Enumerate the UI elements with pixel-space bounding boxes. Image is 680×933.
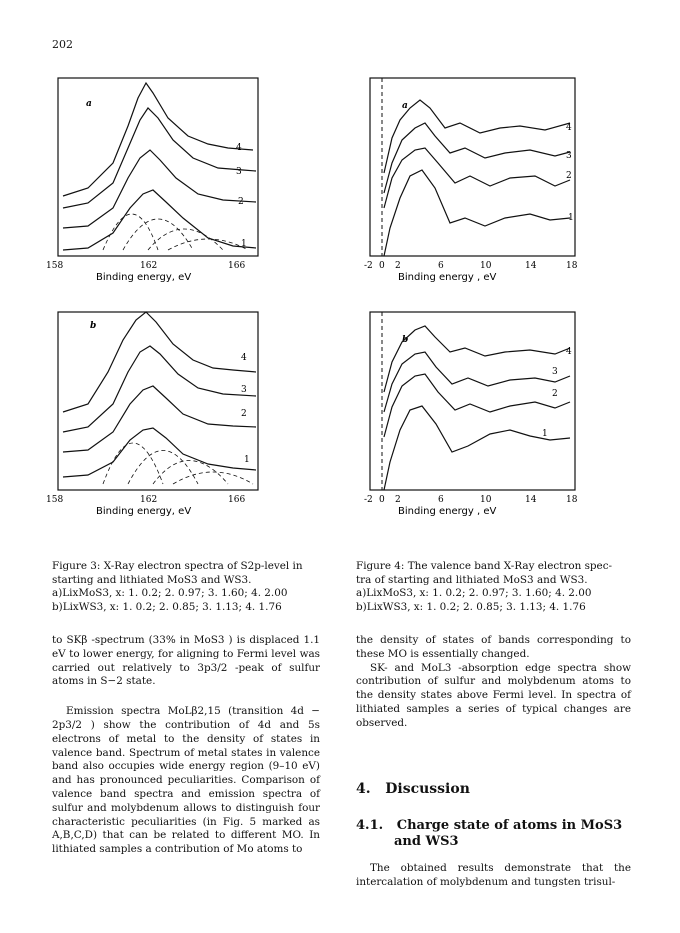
right-column-tail xyxy=(356,862,631,890)
svg-text:4: 4 xyxy=(241,353,247,363)
svg-text:Binding energy, eV: Binding energy, eV xyxy=(96,506,192,517)
figure4-panel-b xyxy=(364,312,590,522)
svg-text:3: 3 xyxy=(241,385,247,395)
subsection-heading: 4.1. Charge state of atoms in MoS3 and WS3 xyxy=(356,818,623,849)
svg-text:162: 162 xyxy=(140,495,158,505)
figure3-panel-a xyxy=(46,78,273,288)
svg-text:3: 3 xyxy=(552,367,558,377)
svg-text:3: 3 xyxy=(236,167,242,177)
svg-text:18: 18 xyxy=(566,261,578,271)
figure3-panel-b xyxy=(46,312,273,522)
svg-text:166: 166 xyxy=(228,495,246,505)
svg-text:2: 2 xyxy=(238,197,244,207)
paragraph: Emission spectra MoLβ2,15 (transition 4d − 2p3/2 ) show the contribution of 4d and 5s electrons of metal to the density of states in valence band. Spectrum of metal states in valence band also occupies wide energy region (9–10 eV) and has pronounced peculiarities. Comparison of valence band spectra and emission spectra of sulfur and molybdenum allows to distinguish four characteristic peculiarities (in Fig. 5 marked as A,B,C,D) that can be related to different MO. In lithiated samples a contribution of Mo atoms to xyxy=(52,705,320,856)
left-column xyxy=(52,634,320,857)
svg-text:10: 10 xyxy=(480,261,492,271)
paragraph: the density of states of bands corresponding to these MO is essentially changed. xyxy=(356,634,631,660)
svg-text:Binding energy , eV: Binding energy , eV xyxy=(398,506,497,517)
panel-letter: a xyxy=(86,99,92,109)
svg-text:2: 2 xyxy=(395,261,401,271)
svg-text:3: 3 xyxy=(566,151,572,161)
right-column xyxy=(356,634,631,731)
svg-text:Binding energy, eV: Binding energy, eV xyxy=(96,272,192,283)
svg-text:a: a xyxy=(402,101,408,111)
svg-text:1: 1 xyxy=(542,429,548,439)
svg-text:14: 14 xyxy=(525,495,537,505)
svg-text:2: 2 xyxy=(566,171,572,181)
svg-text:158: 158 xyxy=(46,261,64,271)
svg-text:2: 2 xyxy=(552,389,558,399)
page-number: 202 xyxy=(52,38,73,51)
svg-text:b: b xyxy=(90,321,97,331)
svg-text:0: 0 xyxy=(379,261,385,271)
svg-text:-2: -2 xyxy=(364,495,373,505)
svg-text:18: 18 xyxy=(566,495,578,505)
svg-text:4: 4 xyxy=(236,143,242,153)
svg-text:Binding energy , eV: Binding energy , eV xyxy=(398,272,497,283)
svg-text:1: 1 xyxy=(244,455,250,465)
paragraph: SK- and MoL3 -absorption edge spectra show contribution of sulfur and molybdenum atoms to the density states above Fermi level. In spectra of lithiated samples a series of typical changes are observed. xyxy=(356,661,631,729)
svg-text:166: 166 xyxy=(228,261,246,271)
paragraph: to SKβ -spectrum (33% in MoS3 ) is displaced 1.1 eV to lower energy, for aligning to Fermi level was carried out relatively to 3p3/2 -peak of sulfur atoms in S−2 state. xyxy=(52,634,320,688)
svg-text:6: 6 xyxy=(438,261,444,271)
svg-text:6: 6 xyxy=(438,495,444,505)
svg-text:1: 1 xyxy=(568,213,574,223)
svg-text:0: 0 xyxy=(379,495,385,505)
section-heading: 4. Discussion xyxy=(356,781,470,797)
figure4-caption: Figure 4: The valence band X-Ray electron spec- tra of starting and lithiated MoS3 and WS3. a)LixMoS3, x: 1. 0.2; 2. 0.97; 3. 1.60; 4. 2.00 b)LixWS3, x: 1. 0.2; 2. 0.85; 3. 1.13; 4. 1.76 xyxy=(356,560,613,613)
svg-text:b: b xyxy=(402,335,409,345)
svg-text:-2: -2 xyxy=(364,261,373,271)
svg-text:4: 4 xyxy=(566,347,572,357)
svg-text:158: 158 xyxy=(46,495,64,505)
svg-text:2: 2 xyxy=(241,409,247,419)
paragraph: The obtained results demonstrate that the intercalation of molybdenum and tungsten trisul- xyxy=(356,862,631,888)
svg-text:4: 4 xyxy=(566,123,572,133)
svg-text:162: 162 xyxy=(140,261,158,271)
figure3-caption: Figure 3: X-Ray electron spectra of S2p-level in starting and lithiated MoS3 and WS3. a)LixMoS3, x: 1. 0.2; 2. 0.97; 3. 1.60; 4. 2.00 b)LixWS3, x: 1. 0.2; 2. 0.85; 3. 1.13; 4. 1.76 xyxy=(52,560,303,613)
figure4-panel-a xyxy=(364,78,590,288)
svg-text:2: 2 xyxy=(395,495,401,505)
svg-text:10: 10 xyxy=(480,495,492,505)
svg-text:1: 1 xyxy=(241,239,247,249)
svg-text:14: 14 xyxy=(525,261,537,271)
